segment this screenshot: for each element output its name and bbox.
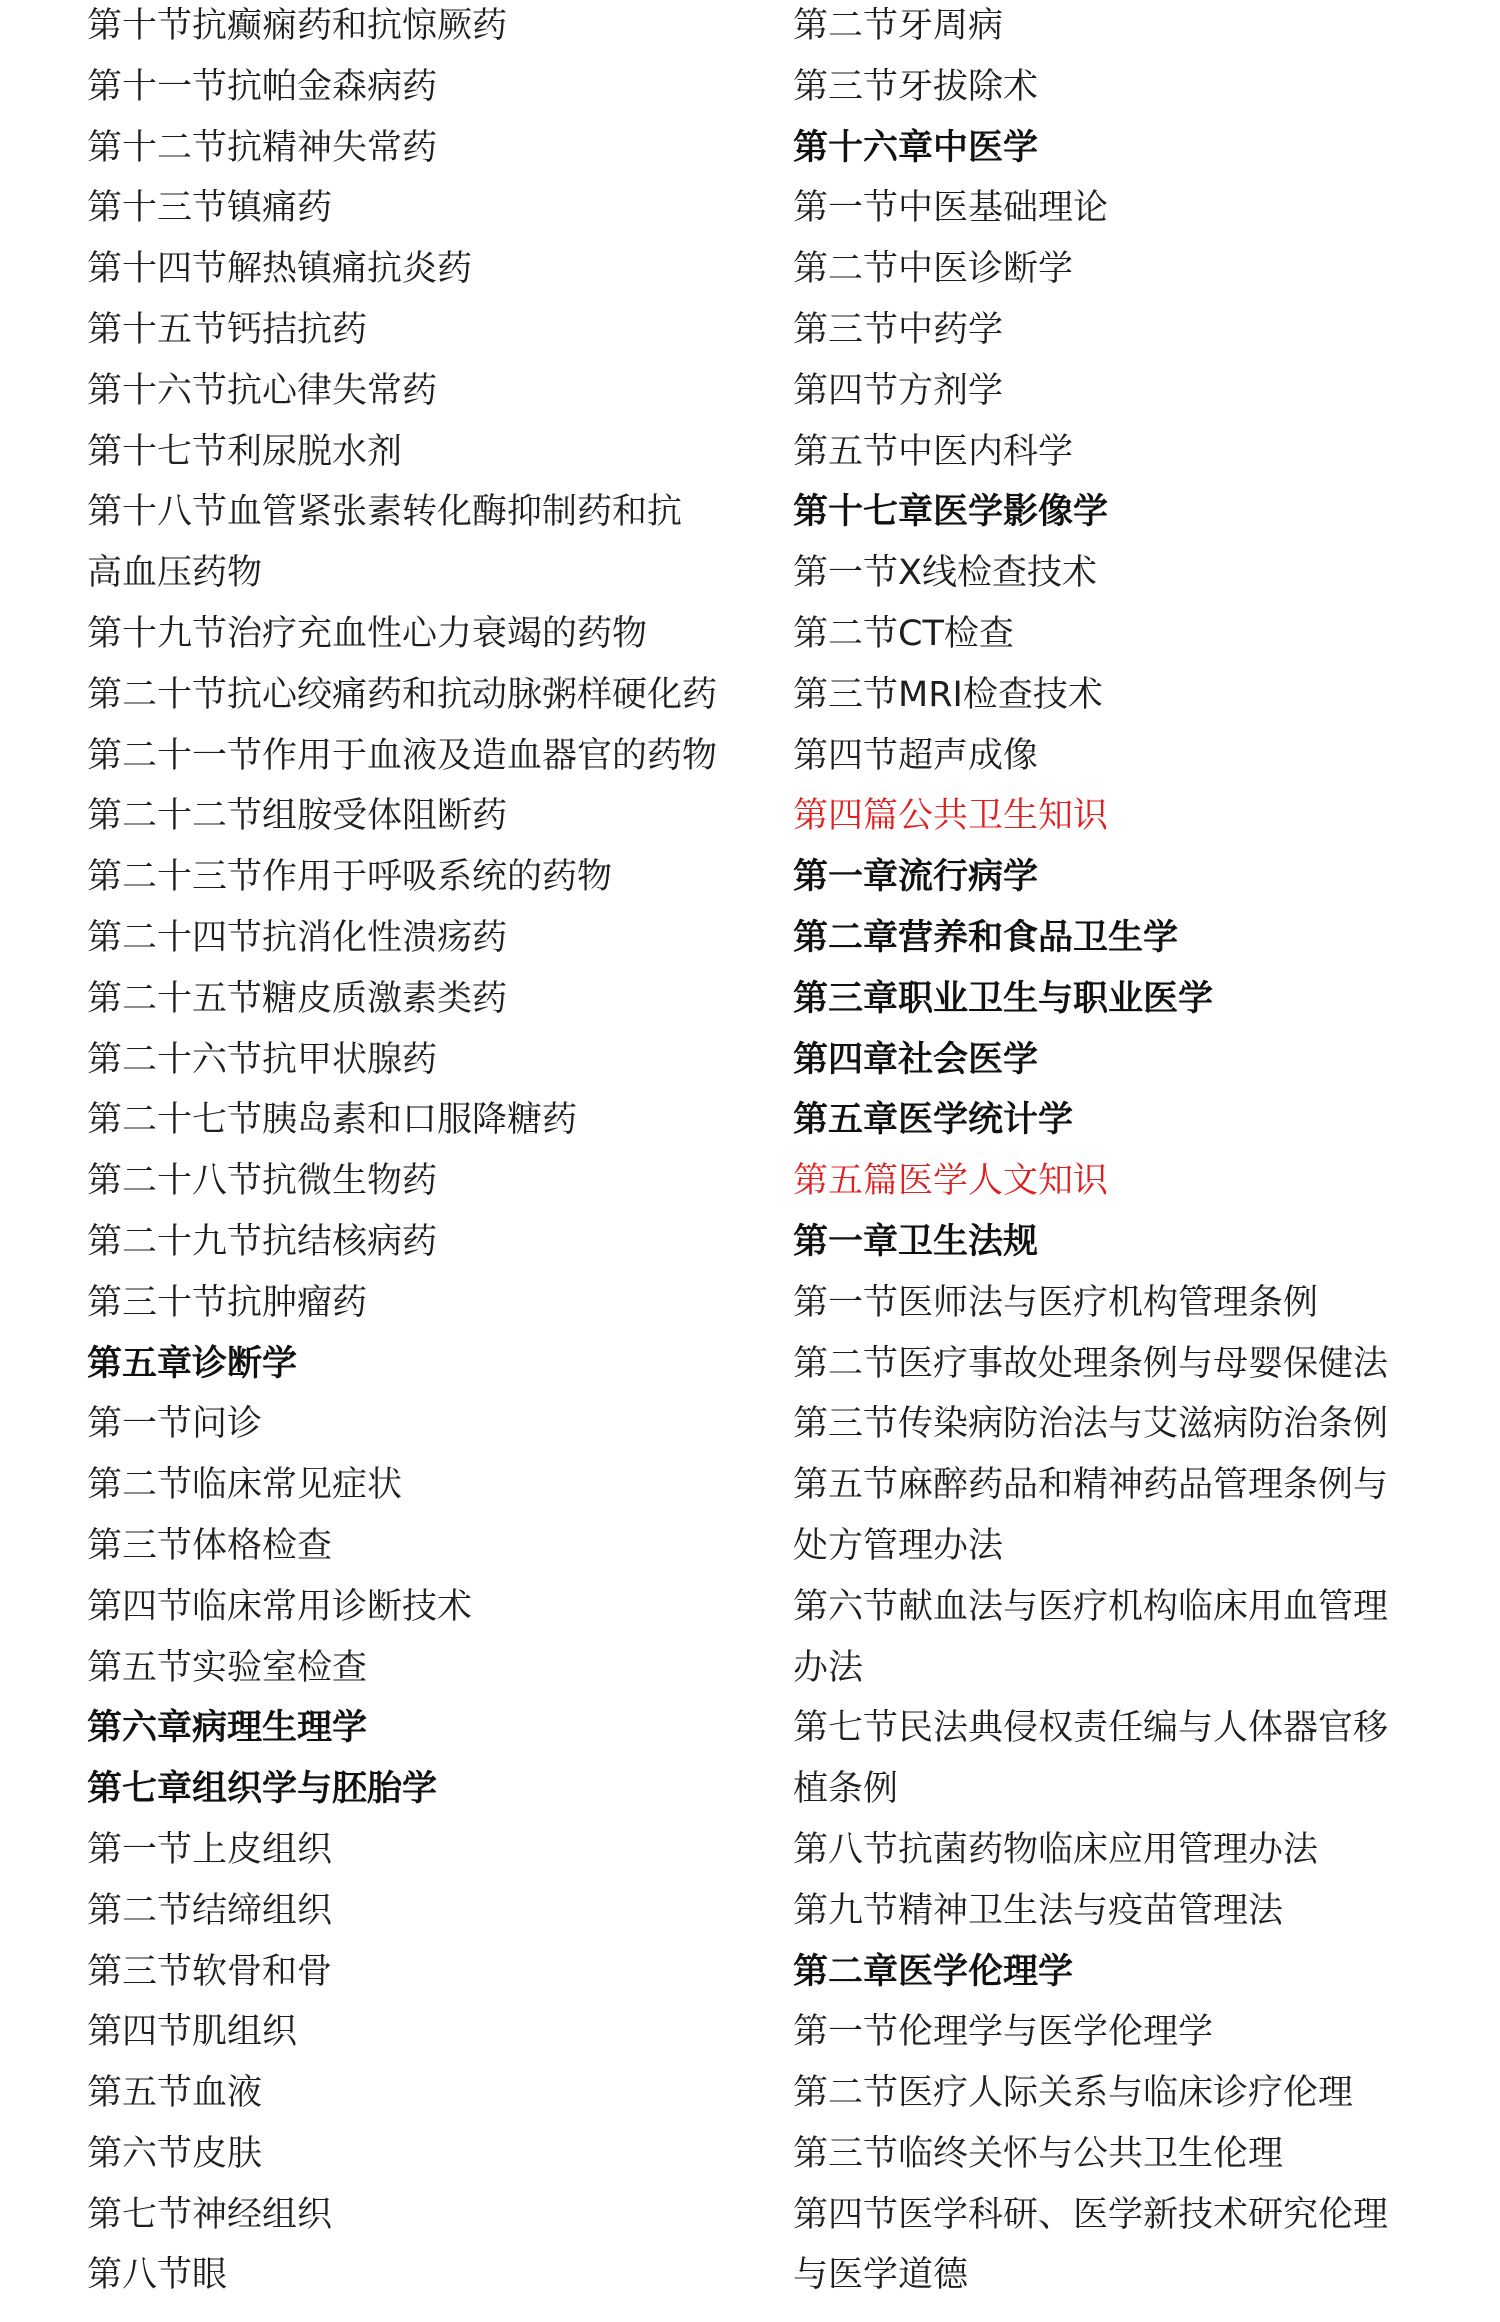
section-item: 第三节软骨和骨: [87, 1951, 333, 1992]
part-heading: 第五篇医学人文知识: [793, 1161, 1109, 1202]
section-item: 第一节伦理学与医学伦理学: [793, 2012, 1214, 2053]
section-item: 第二十五节糖皮质激素类药: [87, 978, 508, 1019]
section-item: 第三十节抗肿瘤药: [87, 1282, 368, 1323]
chapter-heading: 第二章营养和食品卫生学: [793, 917, 1179, 958]
section-item: 第十八节血管紧张素转化酶抑制药和抗: [87, 492, 683, 533]
chapter-heading: 第一章卫生法规: [793, 1221, 1039, 1262]
section-item: 第二十一节作用于血液及造血器官的药物: [87, 735, 718, 776]
section-item: 第三节MRI检查技术: [793, 674, 1103, 715]
section-item: 第十九节治疗充血性心力衰竭的药物: [87, 613, 648, 654]
section-item: 第十四节解热镇痛抗炎药: [87, 249, 473, 290]
section-item: 第十一节抗帕金森病药: [87, 66, 438, 107]
left-column: [87, 4, 767, 2314]
section-item: 办法: [793, 1647, 864, 1688]
section-item: 第二十二节组胺受体阻断药: [87, 796, 508, 837]
section-item: 第十三节镇痛药: [87, 188, 333, 229]
section-item: 第一节上皮组织: [87, 1829, 333, 1870]
section-item: 第二十节抗心绞痛药和抗动脉粥样硬化药: [87, 674, 718, 715]
section-item: 第二十九节抗结核病药: [87, 1221, 438, 1262]
section-item: 第八节眼: [87, 2255, 228, 2296]
section-item: 第十节抗癫痫药和抗惊厥药: [87, 6, 508, 46]
section-item: 第九节精神卫生法与疫苗管理法: [793, 1890, 1284, 1931]
section-item: 第一节X线检查技术: [793, 553, 1097, 594]
section-item: 第二节医疗事故处理条例与母婴保健法: [793, 1343, 1389, 1384]
section-item: 第四节肌组织: [87, 2012, 298, 2053]
section-item: 第一节问诊: [87, 1404, 263, 1445]
section-item: 第一节中医基础理论: [793, 188, 1109, 229]
section-item: 第五节中医内科学: [793, 431, 1074, 472]
section-item: 处方管理办法: [793, 1525, 1004, 1566]
chapter-heading: 第十七章医学影像学: [793, 492, 1109, 533]
section-item: 第四节方剂学: [793, 370, 1004, 411]
section-item: 第三节体格检查: [87, 1525, 333, 1566]
section-item: 第三节临终关怀与公共卫生伦理: [793, 2133, 1284, 2174]
right-column: [793, 4, 1473, 2314]
section-item: 第二节牙周病: [793, 6, 1004, 46]
section-item: 第二节结缔组织: [87, 1890, 333, 1931]
section-item: 第三节传染病防治法与艾滋病防治条例: [793, 1404, 1389, 1445]
section-item: 第二十八节抗微生物药: [87, 1161, 438, 1202]
section-item: 第五节血液: [87, 2073, 263, 2114]
section-item: 第二十七节胰岛素和口服降糖药: [87, 1100, 578, 1141]
chapter-heading: 第一章流行病学: [793, 857, 1039, 898]
chapter-heading: 第七章组织学与胚胎学: [87, 1769, 438, 1810]
section-item: 第六节献血法与医疗机构临床用血管理: [793, 1586, 1389, 1627]
section-item: 植条例: [793, 1769, 899, 1810]
section-item: 第五节实验室检查: [87, 1647, 368, 1688]
section-item: 第二节中医诊断学: [793, 249, 1074, 290]
section-item: 第二十四节抗消化性溃疡药: [87, 917, 508, 958]
chapter-heading: 第五章医学统计学: [793, 1100, 1074, 1141]
section-item: 第五节麻醉药品和精神药品管理条例与: [793, 1465, 1389, 1506]
chapter-heading: 第五章诊断学: [87, 1343, 298, 1384]
chapter-heading: 第十六章中医学: [793, 127, 1039, 168]
section-item: 与医学道德: [793, 2255, 969, 2296]
section-item: 第四节超声成像: [793, 735, 1039, 776]
section-item: 第二节医疗人际关系与临床诊疗伦理: [793, 2073, 1354, 2114]
section-item: 第十六节抗心律失常药: [87, 370, 438, 411]
section-item: 第七节民法典侵权责任编与人体器官移: [793, 1708, 1389, 1749]
section-item: 第十二节抗精神失常药: [87, 127, 438, 168]
section-item: 第三节中药学: [793, 309, 1004, 350]
chapter-heading: 第四章社会医学: [793, 1039, 1039, 1080]
section-item: 第四节医学科研、医学新技术研究伦理: [793, 2194, 1389, 2235]
section-item: 第十七节利尿脱水剂: [87, 431, 403, 472]
chapter-heading: 第三章职业卫生与职业医学: [793, 978, 1214, 1019]
section-item: 第七节神经组织: [87, 2194, 333, 2235]
section-item: 第十五节钙拮抗药: [87, 309, 368, 350]
section-item: 第二节临床常见症状: [87, 1465, 403, 1506]
section-item: 第八节抗菌药物临床应用管理办法: [793, 1829, 1319, 1870]
chapter-heading: 第六章病理生理学: [87, 1708, 368, 1749]
section-item: 第四节临床常用诊断技术: [87, 1586, 473, 1627]
section-item: 第二十三节作用于呼吸系统的药物: [87, 857, 613, 898]
section-item: 第三节牙拔除术: [793, 66, 1039, 107]
chapter-heading: 第二章医学伦理学: [793, 1951, 1074, 1992]
section-item: 第一节医师法与医疗机构管理条例: [793, 1282, 1319, 1323]
section-item: 第二节CT检查: [793, 613, 1014, 654]
section-item: 第六节皮肤: [87, 2133, 263, 2174]
section-item: 第二十六节抗甲状腺药: [87, 1039, 438, 1080]
part-heading: 第四篇公共卫生知识: [793, 796, 1109, 837]
section-item: 高血压药物: [87, 553, 263, 594]
